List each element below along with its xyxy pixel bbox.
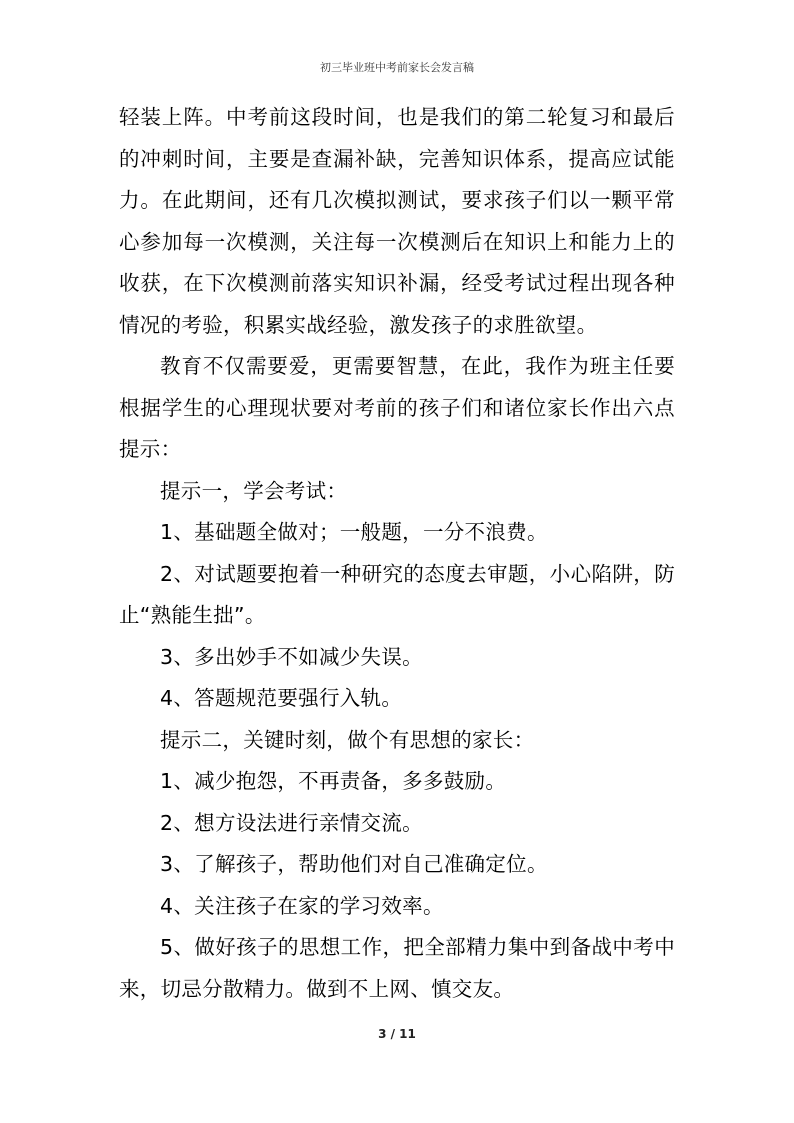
tip-one-heading: 提示一，学会考试： [160, 478, 348, 503]
page-header-title: 初三毕业班中考前家长会发言稿 [320, 61, 474, 74]
tip-one-item-4: 4、答题规范要强行入轨。 [160, 686, 403, 710]
tip-two-item-1: 1、减少抱怨，不再责备，多多鼓励。 [160, 769, 507, 793]
tip-one-item-1: 1、基础题全做对；一般题，一分不浪费。 [160, 520, 548, 544]
tip-one-item-3: 3、多出妙手不如减少失误。 [160, 644, 423, 669]
tip-two-item-4: 4、关注孩子在家的学习效率。 [160, 893, 444, 918]
tip-one-item-2: 2、对试题要抱着一种研究的态度去审题，小心陷阱，防止“熟能生拙”。 [119, 561, 675, 627]
paragraph-continuation: 轻装上阵。中考前这段时间，也是我们的第二轮复习和最后的冲刺时间，主要是查漏补缺，完善知识体系，提高应试能力。在此期间，还有几次模拟测试，要求孩子们以一颗平常心参加每一次模测，关注每一次模测后在知识上和能力上的收获，在下次模测前落实知识补漏，经受考试过程出现各种情况的考验，积累实战经验，激发孩子的求胜欲望。 [119, 105, 675, 337]
tip-two-item-5: 5、做好孩子的思想工作，把全部精力集中到备战中考中来，切忌分散精力。做到不上网、慎交友。 [119, 935, 675, 1001]
page-number: 3 / 11 [378, 1027, 416, 1041]
tip-two-item-2: 2、想方设法进行亲情交流。 [160, 810, 423, 835]
tip-two-heading: 提示二，关键时刻，做个有思想的家长： [160, 727, 535, 752]
paragraph-intro-tips: 教育不仅需要爱，更需要智慧，在此，我作为班主任要根据学生的心理现状要对考前的孩子们和诸位家长作出六点提示： [119, 354, 675, 461]
document-body [119, 97, 675, 1010]
tip-two-item-3: 3、了解孩子，帮助他们对自己准确定位。 [160, 852, 548, 876]
